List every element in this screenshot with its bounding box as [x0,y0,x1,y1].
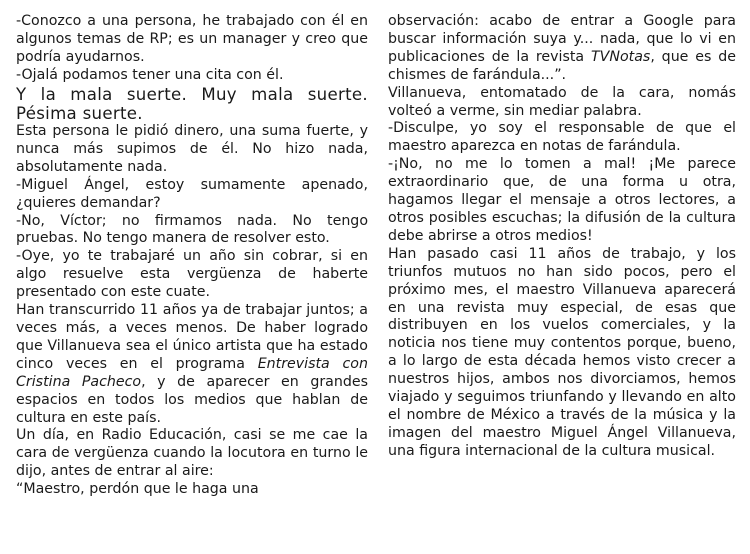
paragraph: -No, Víctor; no firmamos nada. No tengo pruebas. No tengo manera de resolver esto. [16,212,368,247]
paragraph: -¡No, no me lo tomen a mal! ¡Me parece extraordinario que, de una forma u otra, hagamos llegar el mensaje a otros lectores, a otros posibles escuchas; la difusión de la cultura debe abrirse a otros medios! [388,156,736,244]
paragraph [388,13,736,85]
paragraph [16,302,368,427]
paragraph: Esta persona le pidió dinero, una suma fuerte, y nunca más supimos de él. No hizo nada, absolutamente nada. [16,123,368,175]
magazine-title: TVNotas [590,48,651,65]
right-column [388,13,736,461]
program-title: Entrevista con Cristina Pacheco [16,355,368,390]
paragraph: -Disculpe, yo soy el responsable de que el maestro aparezca en notas de farándula. [388,120,736,155]
paragraph: -Miguel Ángel, estoy sumamente apenado, ¿quieres demandar? [16,176,368,211]
paragraph: -Oye, yo te trabajaré un año sin cobrar, si en algo resuelve esta vergüenza de haberte presentado con este cuate. [16,248,368,301]
paragraph: -Conozco a una persona, he trabajado con él en algunos temas de RP; es un manager y creo que podría ayudarnos. [16,13,368,65]
text-run: , y de aparecer en grandes espacios en todos los medios que hablan de cultura en este país. [16,373,368,426]
text-run: Han transcurrido 11 años ya de trabajar juntos; a veces más, a veces menos. De haber logrado que Villanueva sea el único artista que ha estado cinco veces en el programa [16,302,368,372]
text-run: , que es de chismes de farándula...”. [388,48,736,83]
paragraph: Villanueva, entomatado de la cara, nomás volteó a verme, sin mediar palabra. [388,84,736,119]
paragraph: -Ojalá podamos tener una cita con él. [16,66,284,83]
text-run: observación: acabo de entrar a Google para buscar información suya y... nada, que lo vi en publicaciones de la revista [388,13,736,65]
paragraph-emphasis: Y la mala suerte. Muy mala suerte. Pésima suerte. [16,84,368,123]
left-column [16,13,368,499]
paragraph: Un día, en Radio Educación, casi se me cae la cara de vergüenza cuando la locutora en turno le dijo, antes de entrar al aire: [16,427,368,480]
paragraph: Han pasado casi 11 años de trabajo, y los triunfos mutuos no han sido pocos, pero el próximo mes, el maestro Villanueva aparecerá en una revista muy especial, de esas que distribuyen en los vuelos comerciales, y la noticia nos tiene muy contentos porque, bueno, a lo largo de esta década hemos visto crecer a nuestros hijos, ambos nos divorciamos, hemos viajado y seguimos triunfando y llevando en alto el nombre de México a través de la música y la imagen del maestro Miguel Ángel Villanueva, una figura internacional de la cultura musical. [388,245,736,459]
paragraph: “Maestro, perdón que le haga una [16,481,259,498]
